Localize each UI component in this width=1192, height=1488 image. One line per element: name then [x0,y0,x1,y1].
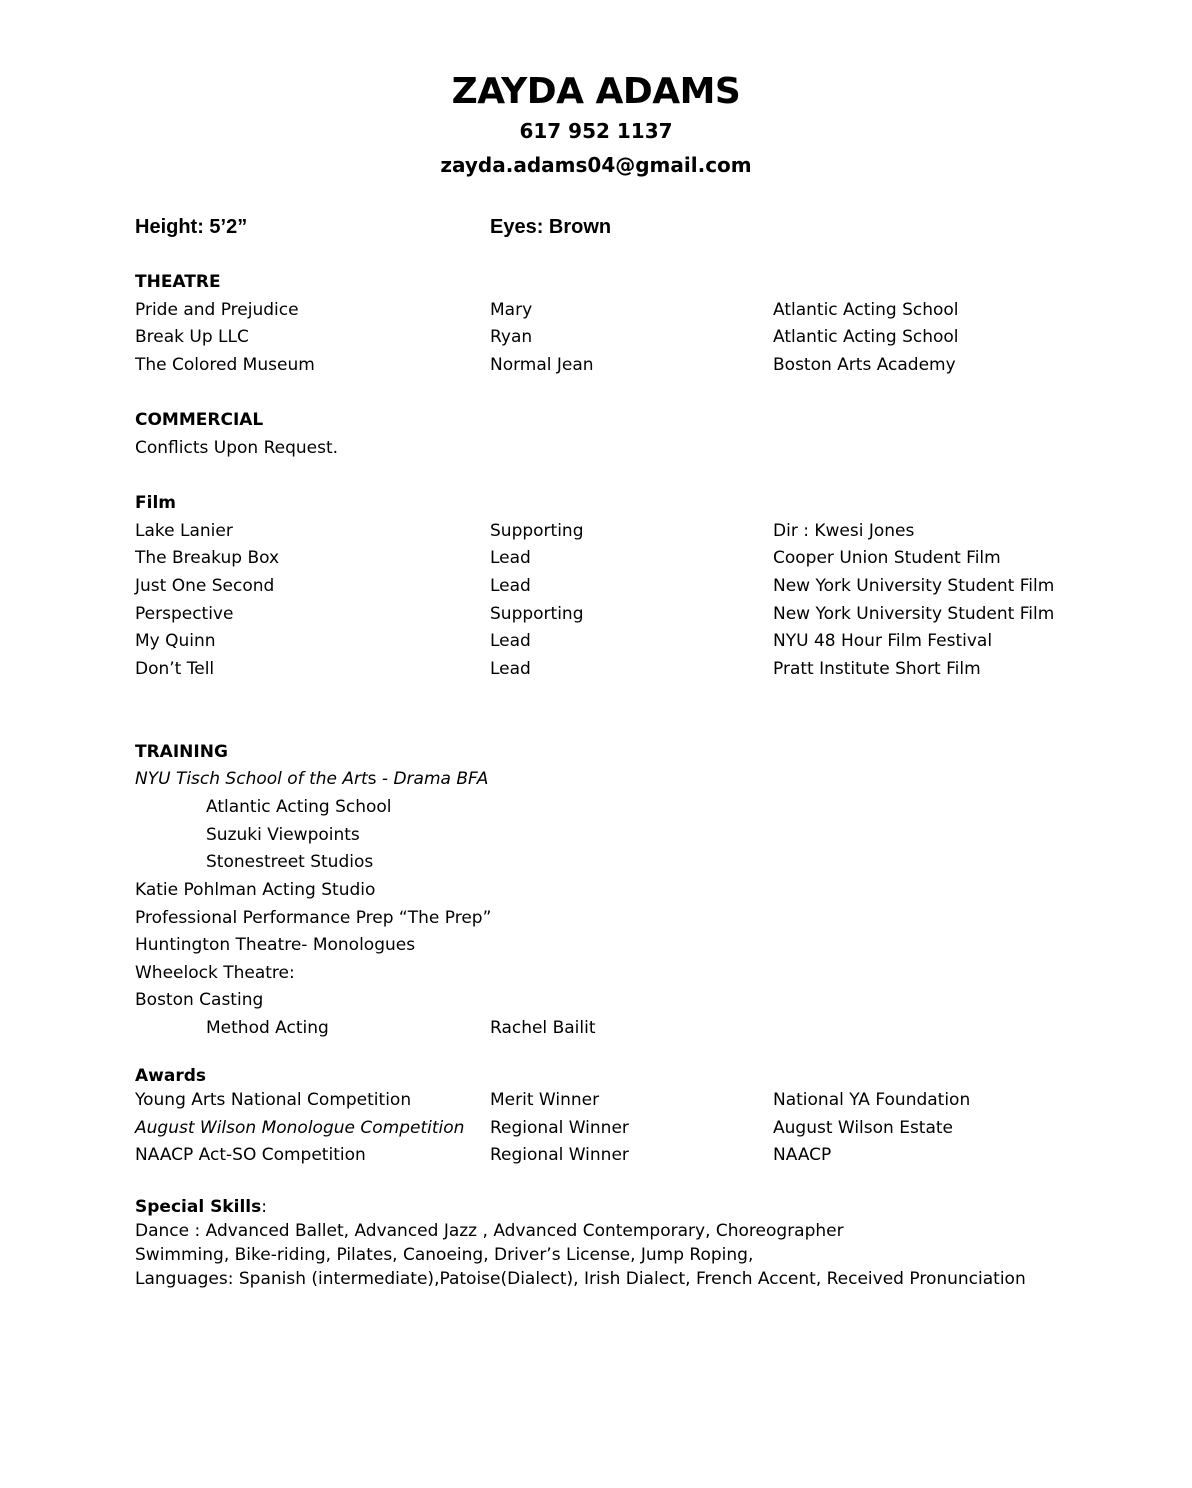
credit-company: Atlantic Acting School [773,327,959,347]
film-row [0,658,1192,685]
award-row [0,1117,1192,1144]
credit-title: The Colored Museum [135,355,315,375]
award-row [0,1144,1192,1171]
credit-role: Lead [490,548,531,568]
training-item: Wheelock Theatre: [135,963,295,983]
film-row [0,630,1192,657]
theatre-row [0,326,1192,353]
theatre-heading: THEATRE [135,272,221,292]
training-school-part: NYU Tisch School of the Art [135,769,368,789]
film-row [0,575,1192,602]
credit-role: Supporting [490,521,584,541]
credit-title: Pride and Prejudice [135,300,299,320]
training-sub-item: Atlantic Acting School [206,797,392,817]
training-heading: TRAINING [135,742,228,762]
training-item: Huntington Theatre- Monologues [135,935,416,955]
training-sub-item: Stonestreet Studios [206,852,374,872]
credit-title: My Quinn [135,631,216,651]
training-school [135,768,488,790]
credit-role: Mary [490,300,533,320]
credit-role: Lead [490,631,531,651]
theatre-row [0,354,1192,381]
credit-role: Ryan [490,327,533,347]
skills-heading-colon: : [261,1197,267,1217]
training-school-part: - Drama BFA [376,769,489,789]
credit-company: Atlantic Acting School [773,300,959,320]
credit-title: Break Up LLC [135,327,249,347]
training-item: Professional Performance Prep “The Prep” [135,908,492,928]
credit-company: NYU 48 Hour Film Festival [773,631,993,651]
award-name: August Wilson Monologue Competition [135,1118,465,1138]
film-heading: Film [135,493,176,513]
training-item: Boston Casting [135,990,264,1010]
award-org: NAACP [773,1145,832,1165]
award-result: Regional Winner [490,1118,629,1138]
credit-title: Just One Second [135,576,275,596]
credit-company: New York University Student Film [773,604,1055,624]
award-result: Regional Winner [490,1145,629,1165]
commercial-text: Conflicts Upon Request. [135,438,339,458]
training-school-part: s [367,769,377,789]
skills-heading [135,1196,267,1218]
credit-company: Dir : Kwesi Jones [773,521,915,541]
film-row [0,520,1192,547]
training-sub-item: Suzuki Viewpoints [206,825,360,845]
award-org: National YA Foundation [773,1090,971,1110]
credit-title: Lake Lanier [135,521,233,541]
credit-role: Lead [490,659,531,679]
training-item: Katie Pohlman Acting Studio [135,880,376,900]
award-name: NAACP Act-SO Competition [135,1145,366,1165]
training-method: Method Acting [206,1018,329,1038]
eyes-stat: Eyes: Brown [490,216,612,238]
film-row [0,603,1192,630]
credit-role: Normal Jean [490,355,594,375]
theatre-row [0,299,1192,326]
email-address: zayda.adams04@gmail.com [440,153,752,177]
actor-name: ZAYDA ADAMS [451,71,741,112]
skills-line: Languages: Spanish (intermediate),Patoise(Dialect), Irish Dialect, French Accent, Received Pronunciation [135,1269,1026,1289]
awards-heading: Awards [135,1066,207,1086]
credit-company: New York University Student Film [773,576,1055,596]
award-row [0,1089,1192,1116]
skills-line: Swimming, Bike-riding, Pilates, Canoeing, Driver’s License, Jump Roping, [135,1245,754,1265]
skills-line: Dance : Advanced Ballet, Advanced Jazz , Advanced Contemporary, Choreographer [135,1221,844,1241]
height-stat: Height: 5’2” [135,216,248,238]
credit-company: Pratt Institute Short Film [773,659,981,679]
credit-title: Don’t Tell [135,659,215,679]
award-result: Merit Winner [490,1090,600,1110]
credit-company: Cooper Union Student Film [773,548,1001,568]
credit-title: The Breakup Box [135,548,280,568]
credit-title: Perspective [135,604,234,624]
film-row [0,547,1192,574]
award-org: August Wilson Estate [773,1118,954,1138]
credit-company: Boston Arts Academy [773,355,956,375]
credit-role: Supporting [490,604,584,624]
award-name: Young Arts National Competition [135,1090,412,1110]
commercial-heading: COMMERCIAL [135,410,264,430]
credit-role: Lead [490,576,531,596]
training-row [0,1017,1192,1044]
phone-number: 617 952 1137 [519,119,673,143]
training-teacher: Rachel Bailit [490,1018,596,1038]
skills-heading-label: Special Skills [135,1197,262,1217]
